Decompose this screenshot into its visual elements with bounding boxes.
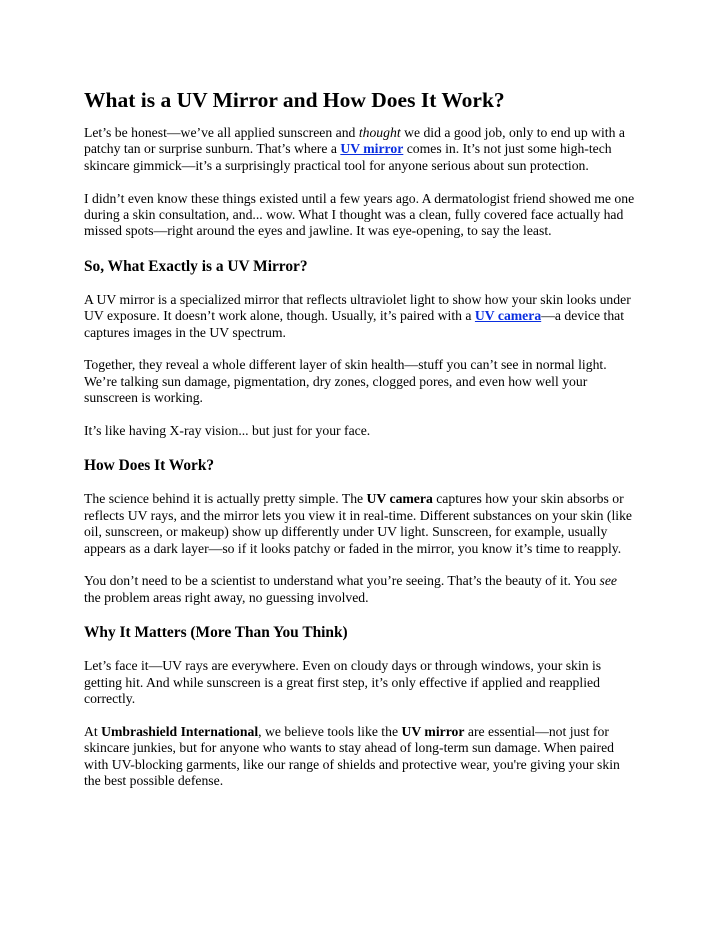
definition-paragraph (84, 292, 636, 341)
emphasis-text: see (599, 573, 617, 589)
xray-paragraph: It’s like having X-ray vision... but just for your face. (84, 423, 371, 439)
text-span: comes in. It’s not just some high-tech skincare gimmick—it’s a surprisingly practical tool for anyone serious about sun protection. (84, 141, 612, 173)
science-paragraph (84, 491, 636, 557)
section-heading-what: So, What Exactly is a UV Mirror? (84, 257, 308, 275)
bold-text: Umbrashield International (101, 723, 259, 739)
text-span: Let’s be honest—we’ve all applied sunscreen and (84, 125, 359, 140)
reveal-paragraph: Together, they reveal a whole different layer of skin health—stuff you can’t see in normal light. We’re talking sun damage, pigmentation, dry zones, clogged pores, and even how well your sunscreen is working. (84, 357, 607, 406)
page-title: What is a UV Mirror and How Does It Work? (84, 88, 505, 112)
section-heading-why: Why It Matters (More Than You Think) (84, 624, 348, 642)
text-span: captures how your skin absorbs or reflects UV rays, and the mirror lets you view it in real-time. Different substances on your skin (like oil, sunscreen, or makeup) show up differently under UV light. Sunscreen, for example, usually appears as a dark layer—so if it looks patchy or faded in the mirror, you know it’s time to reapply. (84, 491, 632, 556)
text-span: , we believe tools like the (258, 723, 402, 739)
bold-text: UV mirror (401, 723, 465, 739)
text-span: are essential—not just for skincare junkies, but for anyone who wants to stay ahead of long-term sun damage. When paired with UV-blocking garments, like our range of shields and protective wear, you're giving your skin the best possible defense. (84, 723, 620, 789)
text-span: The science behind it is actually pretty simple. The (84, 491, 367, 507)
text-span: we did a good job, only to end up with a patchy tan or surprise sunburn. That’s where a (84, 125, 625, 157)
text-span: A UV mirror is a specialized mirror that reflects ultraviolet light to show how your skin looks under UV exposure. It doesn’t work alone, though. Usually, it’s paired with a (84, 291, 631, 324)
uv-rays-paragraph: Let’s face it—UV rays are everywhere. Even on cloudy days or through windows, your skin is getting hit. And while sunscreen is a great first step, it’s only effective if applied and reapplied correctly. (84, 658, 602, 707)
bold-text: UV camera (366, 491, 433, 507)
story-paragraph: I didn’t even know these things existed until a few years ago. A dermatologist friend showed me one during a skin consultation, and... wow. What I thought was a clean, fully covered face actually had missed spots—right around the eyes and jawline. It was eye-opening, to say the least. (84, 190, 635, 239)
umbrashield-paragraph (84, 724, 636, 790)
text-span: At (84, 723, 102, 739)
article (84, 86, 636, 806)
text-span: You don’t need to be a scientist to understand what you’re seeing. That’s the beauty of it. You (84, 573, 600, 589)
text-span: the problem areas right away, no guessing involved. (84, 589, 369, 605)
uv-camera-link[interactable]: UV camera (474, 308, 542, 324)
text-span: —a device that captures images in the UV spectrum. (84, 308, 625, 340)
emphasis-text: thought (358, 125, 401, 140)
scientist-paragraph (84, 573, 636, 606)
section-heading-how: How Does It Work? (84, 457, 215, 475)
uv-mirror-link[interactable]: UV mirror (340, 141, 404, 157)
intro-paragraph (84, 125, 636, 174)
